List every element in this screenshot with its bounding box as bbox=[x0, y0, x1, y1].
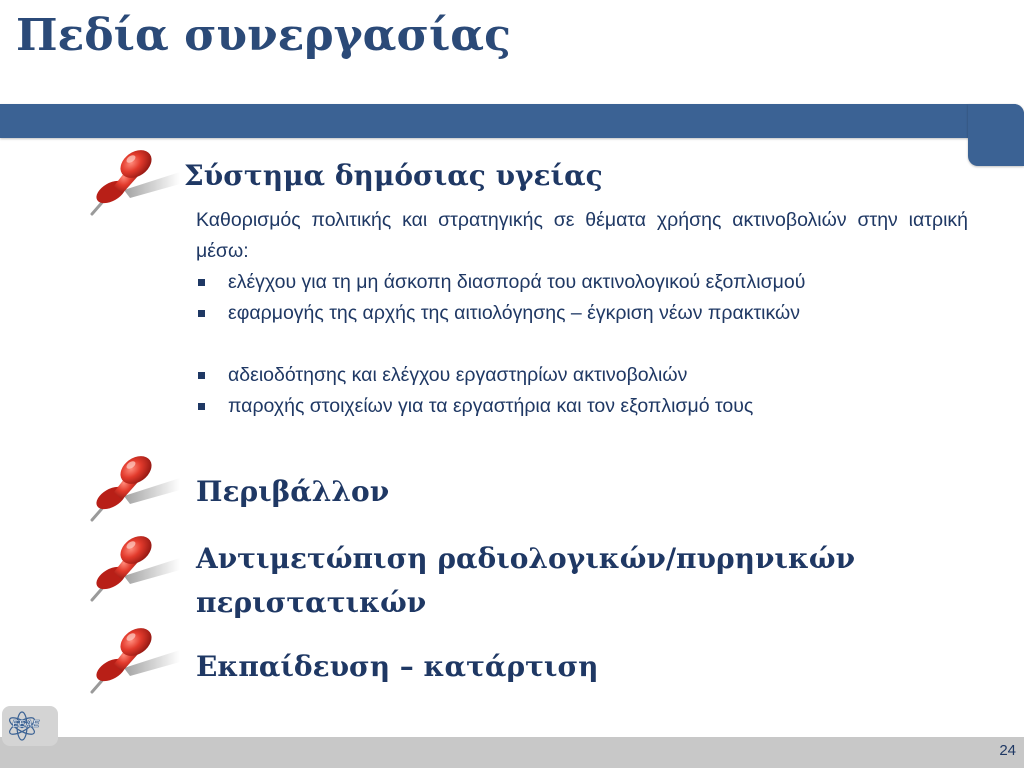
list-item bbox=[196, 391, 968, 422]
list-item-text: παροχής στοιχείων για τα εργαστήρια και τον εξοπλισμό τους bbox=[228, 395, 754, 417]
pushpin-icon bbox=[84, 620, 180, 696]
list-item bbox=[196, 267, 968, 298]
section-intro: Καθορισμός πολιτικής και στρατηγικής σε θέματα χρήσης ακτινοβολιών στην ιατρική μέσω: bbox=[196, 209, 968, 262]
logo-text: ΕΕΑΕ bbox=[12, 719, 40, 730]
section-heading-environment: Περιβάλλον bbox=[196, 475, 390, 508]
pushpin-icon bbox=[84, 448, 180, 524]
section-heading-incidents bbox=[196, 537, 855, 625]
section-heading-line: περιστατικών bbox=[196, 586, 427, 619]
header-band-tab bbox=[968, 104, 1024, 166]
bullet-square-icon bbox=[198, 279, 205, 286]
pushpin-icon bbox=[84, 142, 180, 218]
section-heading-line: Αντιμετώπιση ραδιολογικών/πυρηνικών bbox=[196, 542, 856, 575]
list-item-text: αδειοδότησης και ελέγχου εργαστηρίων ακτινοβολιών bbox=[228, 364, 688, 386]
list-item bbox=[196, 360, 968, 391]
section-heading-training: Εκπαίδευση – κατάρτιση bbox=[196, 650, 599, 683]
header-band bbox=[0, 104, 1024, 138]
section-body-public-health bbox=[196, 205, 968, 422]
page-number: 24 bbox=[999, 742, 1016, 759]
list-item bbox=[196, 298, 968, 329]
footer-bar bbox=[0, 737, 1024, 768]
bullet-square-icon bbox=[198, 372, 205, 379]
slide-title: Πεδία συνεργασίας bbox=[16, 10, 511, 61]
bullet-square-icon bbox=[198, 403, 205, 410]
pushpin-icon bbox=[84, 528, 180, 604]
bullet-list bbox=[196, 267, 968, 422]
section-heading-public-health: Σύστημα δημόσιας υγείας bbox=[184, 159, 603, 192]
list-item-text: ελέγχου για τη μη άσκοπη διασπορά του ακτινολογικού εξοπλισμού bbox=[228, 271, 806, 293]
bullet-square-icon bbox=[198, 310, 205, 317]
list-item-text: εφαρμογής της αρχής της αιτιολόγησης – έγκριση νέων πρακτικών bbox=[228, 302, 800, 324]
organization-logo bbox=[2, 706, 58, 746]
list-spacer bbox=[196, 329, 968, 360]
